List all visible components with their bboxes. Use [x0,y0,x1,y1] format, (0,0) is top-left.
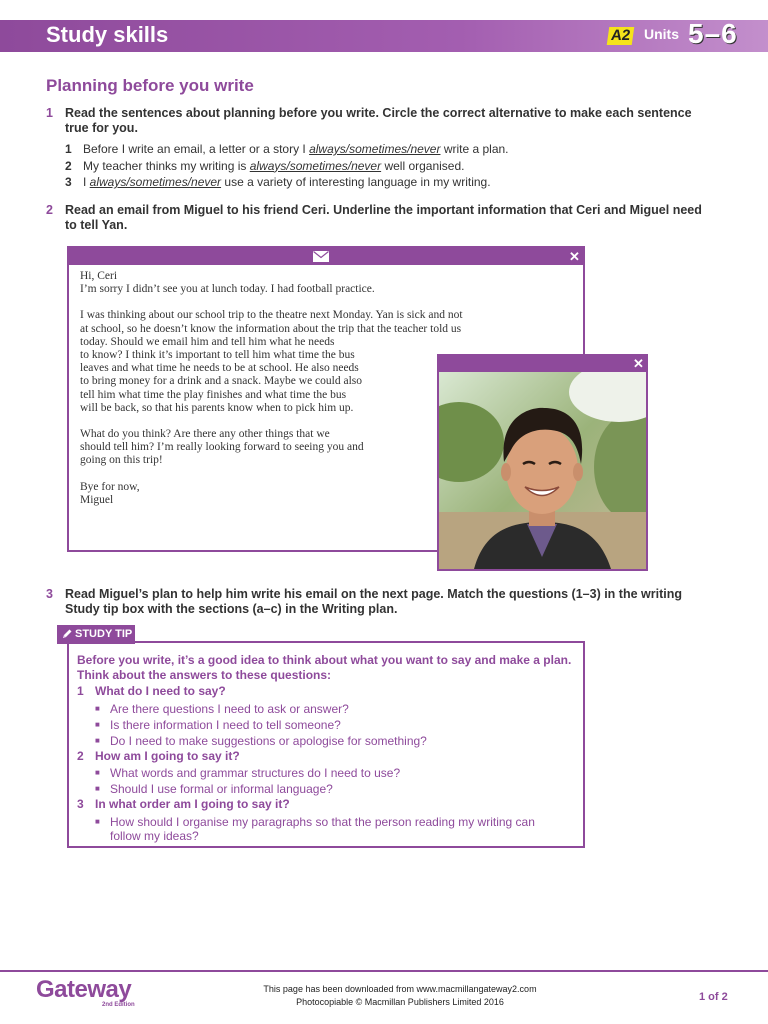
tip-question-number: 3 [77,797,84,811]
email-body [80,270,463,507]
tip-subquestion-text: Should I use formal or informal language? [110,782,333,796]
email-line: to bring money for a drink and a snack. Maybe we could also [80,375,362,388]
section-title: Planning before you write [46,76,254,95]
email-title-bar [69,248,583,265]
email-paragraph-2 [80,309,463,415]
tip-question-text: What do I need to say? [95,684,226,698]
sentence-text [83,158,465,175]
email-line: will be back, so that his parents know when to pick him up. [80,401,354,414]
close-icon[interactable]: ✕ [633,356,644,371]
alternative-choice[interactable]: always/sometimes/never [309,142,441,156]
email-line: What do you think? Are there any other things that we [80,428,330,441]
tip-question-text: How am I going to say it? [95,748,240,763]
email-line: going on this trip! [80,454,163,467]
email-line: I was thinking about our school trip to the theatre next Monday. Yan is sick and not [80,309,463,322]
footer-divider [0,970,768,972]
tip-subquestion-text: What words and grammar structures do I need to use? [110,766,401,780]
tip-subquestion-text: Is there information I need to tell someone? [110,717,341,732]
square-bullet-icon: ■ [95,719,100,729]
email-line: should tell him? I’m really looking forward to seeing you and [80,441,364,454]
email-paragraph-3 [80,428,463,468]
study-tip-intro: Before you write, it’s a good idea to think about what you want to say and make a plan. Think about the answers to these questions: [77,653,572,682]
question-3-text: Read Miguel’s plan to help him write his email on the next page. Match the questions (1–3) in the writing Study tip box with the sections (a–c) in the Writing plan. [65,587,682,616]
sentence-text [83,174,491,191]
tip-question-text: In what order am I going to say it? [95,797,290,811]
email-greeting: Hi, Ceri [80,270,118,282]
envelope-icon [313,251,329,262]
units-label: Units [644,26,679,42]
sentence-1 [65,141,705,158]
question-1-text: Read the sentences about planning before you write. Circle the correct alternative to make each sentence true for you. [65,106,692,135]
sentence-list [65,141,705,191]
email-signature: Miguel [80,493,114,506]
download-notice: This page has been downloaded from www.macmillangateway2.com [263,984,537,994]
student-photo [439,372,646,569]
alternative-choice[interactable]: always/sometimes/never [89,175,222,189]
study-tip-label: STUDY TIP [75,628,133,640]
sentence-number: 3 [65,175,72,189]
student-portrait-illustration [439,372,646,569]
tip-question-number: 2 [77,748,84,763]
email-line: tell him what time the play finishes and what time the bus [80,388,347,401]
photo-title-bar [439,356,646,372]
tip-subquestion-text: How should I organise my paragraphs so that the person reading my writing can follow my ideas? [110,814,535,843]
study-tip-box [67,641,585,848]
level-badge: A2 [607,27,635,45]
tip-subquestion [77,734,577,748]
units-range: 5–6 [688,18,738,49]
sentence-before: I [83,175,90,189]
email-line: leaves and what time he needs to be at school. He also needs [80,362,359,375]
footer-text [200,983,600,1009]
question-1-number: 1 [46,106,53,120]
sentence-number: 2 [65,158,72,173]
square-bullet-icon: ■ [95,703,100,713]
question-2-number: 2 [46,203,53,217]
tip-subquestion-text: Do I need to make suggestions or apologise for something? [110,733,427,748]
tip-question-2 [77,749,577,765]
email-line: to know? I think it’s important to tell him what time the bus [80,349,355,362]
square-bullet-icon: ■ [95,735,100,745]
page-number: 1 of 2 [699,991,728,1003]
email-line: today. Should we email him and tell him what he needs [80,335,335,348]
sentence-text [83,141,509,158]
tip-subquestion [77,718,577,732]
sentence-before: My teacher thinks my writing is [83,158,250,173]
sentence-after: use a variety of interesting language in my writing. [221,175,491,189]
square-bullet-icon: ■ [95,816,100,826]
email-line: I’m sorry I didn’t see you at lunch today. I had football practice. [80,283,375,296]
study-tip-content [77,653,577,843]
alternative-choice[interactable]: always/sometimes/never [249,158,382,173]
sentence-number: 1 [65,142,72,156]
pencil-icon [61,628,73,640]
sentence-3 [65,174,705,191]
tip-question-1 [77,684,577,700]
tip-subquestion-text: Are there questions I need to ask or answer? [110,701,349,716]
square-bullet-icon: ■ [95,768,100,777]
sentence-before: Before I write an email, a letter or a story I [83,142,310,156]
email-line: at school, so he doesn’t know the information about the trip that the teacher told us [80,322,462,335]
tip-question-3 [77,797,577,813]
sentence-2 [65,158,705,175]
question-3-number: 3 [46,587,53,601]
copyright-notice: Photocopiable © Macmillan Publishers Limited 2016 [296,997,504,1007]
header-title: Study skills [46,22,169,47]
photo-window [437,354,648,571]
question-2-text: Read an email from Miguel to his friend Ceri. Underline the important information that Ceri and Miguel need to tell Yan. [65,203,702,232]
header-bar [0,20,768,52]
edition-label: 2nd Edition [102,1002,135,1008]
close-icon[interactable]: ✕ [569,249,580,264]
email-signoff: Bye for now, [80,480,140,493]
gateway-logo: Gateway [36,976,132,1003]
sentence-after: write a plan. [440,142,509,156]
square-bullet-icon: ■ [95,784,100,793]
sentence-after: well organised. [381,158,465,173]
tip-subquestion [77,766,577,780]
tip-subquestion [77,815,577,843]
tip-question-number: 1 [77,684,84,698]
tip-subquestion [77,782,577,796]
tip-subquestion [77,702,577,716]
